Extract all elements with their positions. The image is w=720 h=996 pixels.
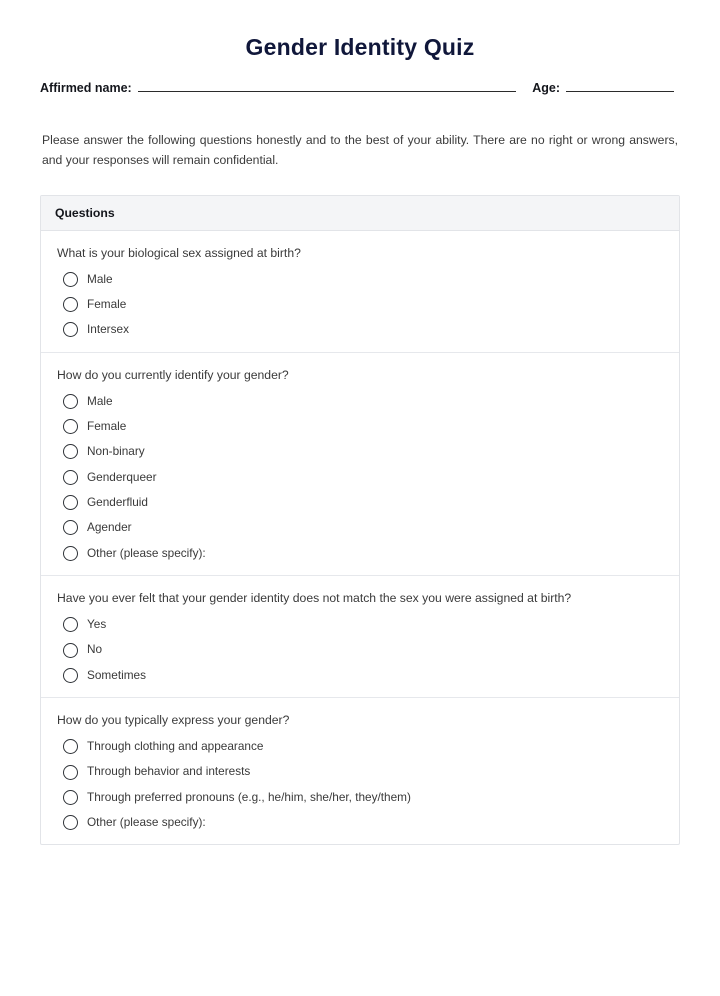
radio-icon[interactable] — [63, 495, 78, 510]
option-label: Through behavior and interests — [87, 764, 251, 779]
option-row[interactable] — [63, 470, 665, 485]
question-block-4 — [41, 698, 679, 844]
radio-icon[interactable] — [63, 419, 78, 434]
radio-icon[interactable] — [63, 546, 78, 561]
option-label: Male — [87, 393, 113, 408]
option-row[interactable] — [63, 764, 665, 779]
option-row[interactable] — [63, 668, 665, 683]
option-label: Yes — [87, 617, 107, 632]
radio-icon[interactable] — [63, 470, 78, 485]
option-label: Sometimes — [87, 667, 147, 682]
option-row[interactable] — [63, 642, 665, 657]
option-row[interactable] — [63, 394, 665, 409]
option-row[interactable] — [63, 617, 665, 632]
option-row[interactable] — [63, 739, 665, 754]
questions-table — [40, 195, 680, 846]
option-label: Genderfluid — [87, 494, 148, 509]
instructions-text: Please answer the following questions honestly and to the best of your ability. There are no right or wrong answers, and your responses will remain confidential. — [42, 133, 678, 167]
option-label: Intersex — [87, 322, 129, 337]
option-row[interactable] — [63, 322, 665, 337]
radio-icon[interactable] — [63, 790, 78, 805]
age-label: Age: — [532, 81, 560, 95]
age-field[interactable] — [566, 79, 674, 92]
option-label: Other (please specify): — [87, 545, 206, 560]
radio-icon[interactable] — [63, 520, 78, 535]
option-row[interactable] — [63, 444, 665, 459]
radio-icon[interactable] — [63, 668, 78, 683]
radio-icon[interactable] — [63, 765, 78, 780]
question-block-3 — [41, 576, 679, 698]
option-label: Genderqueer — [87, 469, 157, 484]
option-row[interactable] — [63, 419, 665, 434]
affirmed-name-field[interactable] — [138, 79, 517, 92]
option-label: Agender — [87, 520, 132, 535]
question-text: How do you currently identify your gender? — [57, 367, 289, 382]
radio-icon[interactable] — [63, 322, 78, 337]
option-row[interactable] — [63, 495, 665, 510]
option-label: No — [87, 642, 103, 657]
option-label: Other (please specify): — [87, 815, 206, 830]
option-row[interactable] — [63, 790, 665, 805]
radio-icon[interactable] — [63, 815, 78, 830]
radio-icon[interactable] — [63, 444, 78, 459]
radio-icon[interactable] — [63, 297, 78, 312]
radio-icon[interactable] — [63, 272, 78, 287]
option-row[interactable] — [63, 272, 665, 287]
option-row[interactable] — [63, 297, 665, 312]
radio-icon[interactable] — [63, 617, 78, 632]
identity-row — [40, 79, 680, 95]
option-label: Female — [87, 419, 127, 433]
question-text: How do you typically express your gender? — [57, 713, 290, 728]
affirmed-name-label: Affirmed name: — [40, 81, 132, 95]
option-label: Non-binary — [87, 444, 145, 459]
question-text: Have you ever felt that your gender identity does not match the sex you were assigned at birth? — [57, 590, 572, 605]
question-block-1 — [41, 231, 679, 353]
option-label: Female — [87, 296, 127, 311]
option-label: Male — [87, 271, 113, 286]
radio-icon[interactable] — [63, 394, 78, 409]
option-row[interactable] — [63, 815, 665, 830]
question-block-2 — [41, 353, 679, 576]
option-label: Through preferred pronouns (e.g., he/him, she/her, they/them) — [87, 789, 411, 804]
radio-icon[interactable] — [63, 643, 78, 658]
questions-table-header: Questions — [41, 196, 679, 231]
option-row[interactable] — [63, 520, 665, 535]
question-text: What is your biological sex assigned at birth? — [57, 245, 301, 260]
page-title: Gender Identity Quiz — [245, 34, 475, 60]
option-row[interactable] — [63, 546, 665, 561]
option-label: Through clothing and appearance — [87, 739, 264, 754]
radio-icon[interactable] — [63, 739, 78, 754]
